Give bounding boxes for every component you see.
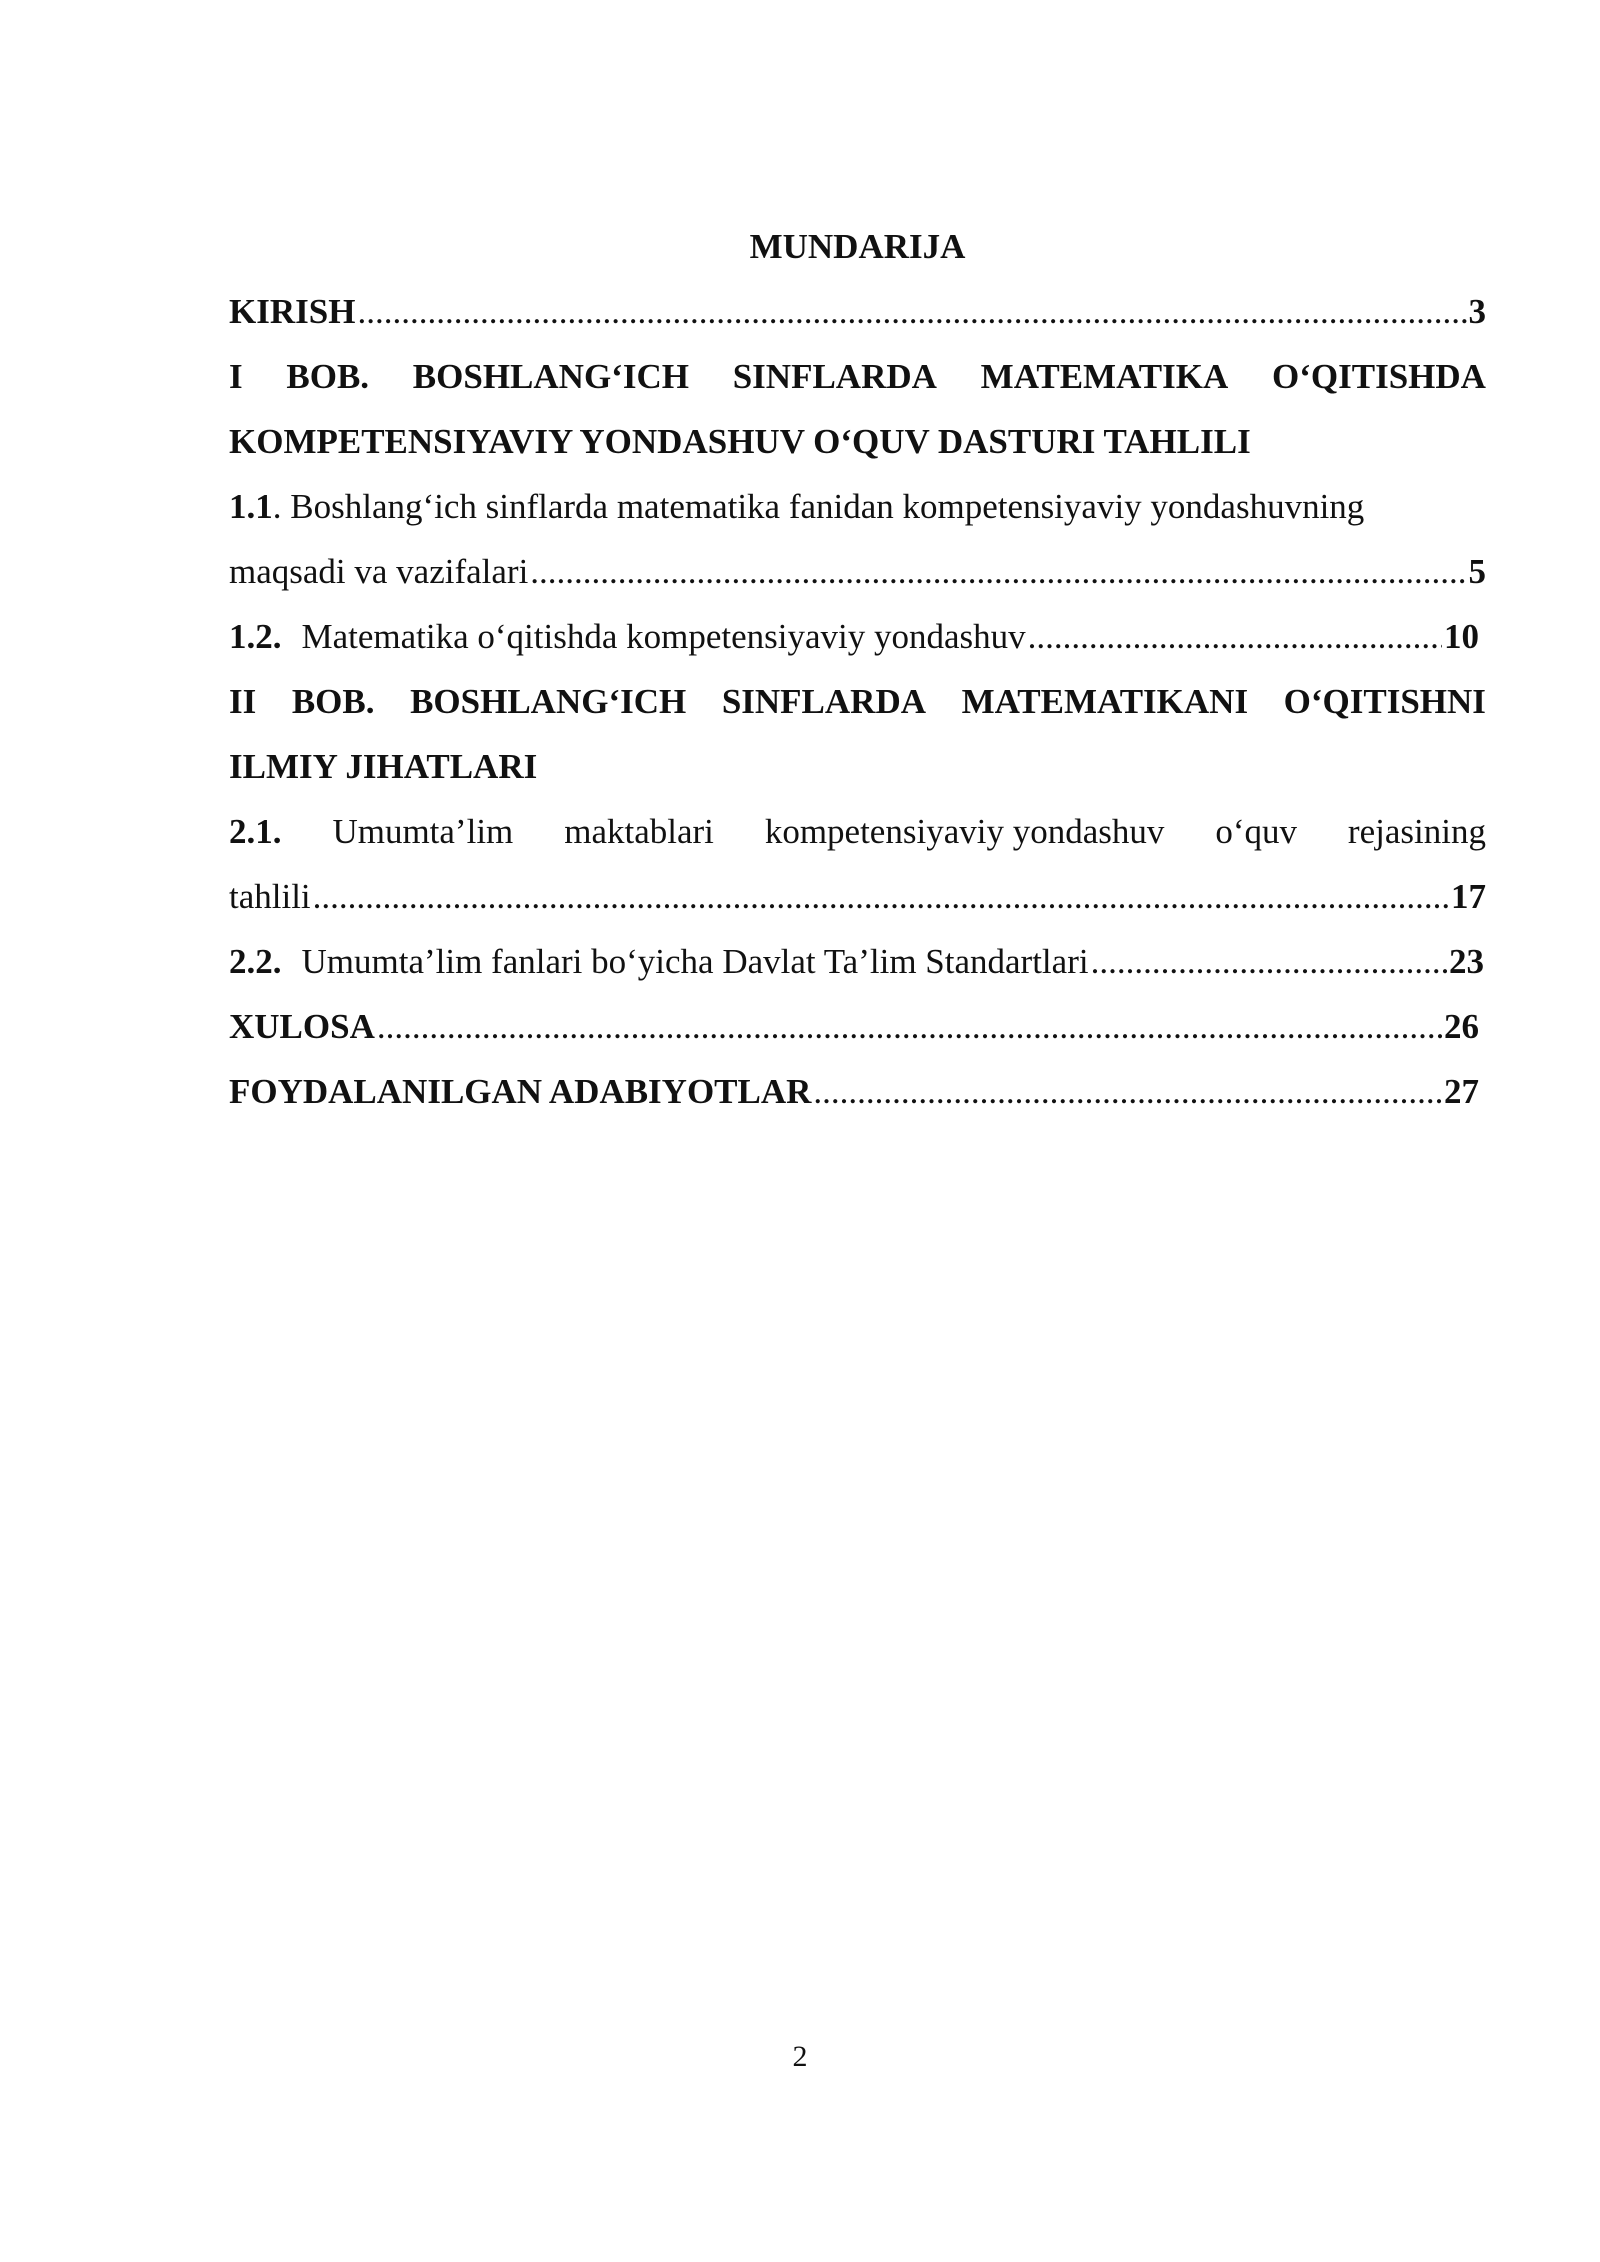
section-title: Matematika o‘qitishda kompetensiyaviy yondashuv: [301, 617, 1026, 656]
section-number: 1.1: [229, 487, 273, 526]
chapter-word: I: [229, 357, 243, 396]
toc-entry-adabiyotlar[interactable]: [229, 1059, 1479, 1124]
chapter-title-continued: ILMIY JIHATLARI: [229, 747, 538, 786]
toc-section-1-1-line2[interactable]: [229, 539, 1486, 604]
toc-page-number: 3: [1468, 292, 1486, 331]
section-number: 2.2.: [229, 942, 282, 981]
toc-chapter-2-line2: [229, 734, 1486, 799]
section-title: . Boshlang‘ich sinflarda matematika fanidan kompetensiyaviy yondashuvning: [272, 487, 1365, 526]
chapter-word: O‘QITISHDA: [1272, 357, 1486, 396]
toc-chapter-1-line1[interactable]: [229, 344, 1486, 409]
chapter-word: MATEMATIKANI: [961, 682, 1249, 721]
section-word: o‘quv: [1215, 812, 1297, 851]
toc-page-number: 17: [1451, 877, 1486, 916]
dot-leader: [313, 864, 1449, 929]
chapter-title-continued: KOMPETENSIYAVIY YONDASHUV O‘QUV DASTURI TAHLILI: [229, 422, 1251, 461]
toc-page-number: 23: [1449, 942, 1484, 981]
toc-page-number: 26: [1444, 1007, 1479, 1046]
chapter-word: SINFLARDA: [732, 357, 937, 396]
dot-leader: [357, 279, 1466, 344]
chapter-word: BOB.: [291, 682, 375, 721]
toc-chapter-1-line2: [229, 409, 1486, 474]
section-title-continued: tahlili: [229, 877, 311, 916]
toc-page-number: 27: [1444, 1072, 1479, 1111]
toc-entry-xulosa[interactable]: [229, 994, 1479, 1059]
section-word: rejasining: [1347, 812, 1486, 851]
toc-section-1-2[interactable]: [229, 604, 1479, 669]
chapter-word: O‘QITISHNI: [1283, 682, 1486, 721]
dot-leader: [1091, 929, 1447, 994]
toc-entry-label: KIRISH: [229, 292, 356, 331]
section-word: maktablari: [564, 812, 714, 851]
section-title-continued: maqsadi va vazifalari: [229, 552, 529, 591]
toc-entry-label: FOYDALANILGAN ADABIYOTLAR: [229, 1072, 812, 1111]
chapter-word: BOSHLANG‘ICH: [412, 357, 689, 396]
dot-leader: [530, 539, 1466, 604]
toc-page-number: 5: [1468, 552, 1486, 591]
section-word: kompetensiyaviy yondashuv: [764, 812, 1165, 851]
table-of-contents: [229, 214, 1486, 1124]
chapter-word: BOSHLANG‘ICH: [410, 682, 687, 721]
section-title: Umumta’lim fanlari bo‘yicha Davlat Ta’lim Standartlari: [301, 942, 1089, 981]
toc-chapter-2-line1[interactable]: [229, 669, 1486, 734]
chapter-word: BOB.: [286, 357, 370, 396]
chapter-word: II: [229, 682, 257, 721]
page-number: 2: [792, 2040, 808, 2073]
toc-title: MUNDARIJA: [749, 227, 966, 266]
toc-section-2-2[interactable]: [229, 929, 1484, 994]
toc-section-2-1-line2[interactable]: [229, 864, 1486, 929]
dot-leader: [377, 994, 1442, 1059]
section-number: 1.2.: [229, 617, 282, 656]
toc-entry-kirish[interactable]: [229, 279, 1486, 344]
toc-entry-label: XULOSA: [229, 1007, 375, 1046]
section-word: Umumta’lim: [332, 812, 514, 851]
toc-page-number: 10: [1444, 617, 1479, 656]
toc-section-2-1-line1[interactable]: [229, 799, 1486, 864]
toc-section-1-1-line1[interactable]: [229, 474, 1486, 539]
dot-leader: [813, 1059, 1442, 1124]
chapter-word: SINFLARDA: [721, 682, 927, 721]
section-number: 2.1.: [229, 812, 282, 851]
dot-leader: [1028, 604, 1442, 669]
chapter-word: MATEMATIKA: [980, 357, 1229, 396]
